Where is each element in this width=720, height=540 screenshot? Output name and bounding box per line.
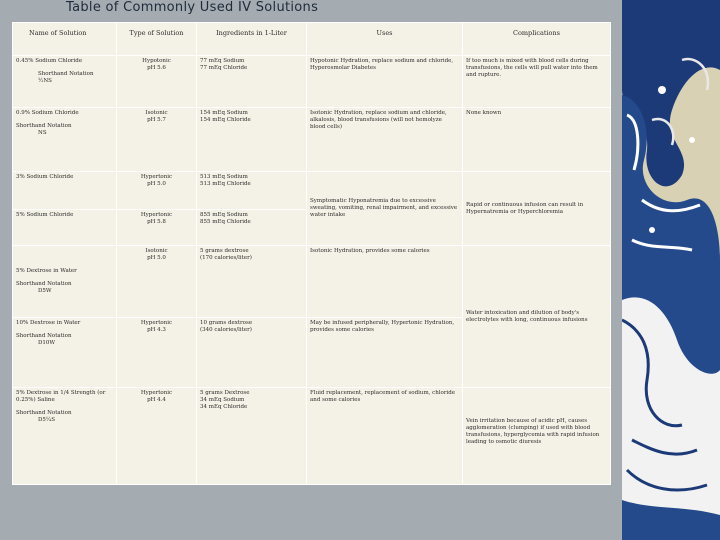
solution-type: Hypertonic: [140, 390, 173, 396]
ingredient: 5 grams dextrose: [200, 248, 249, 254]
cell-type: [117, 246, 197, 318]
table-header-row: [13, 23, 611, 56]
cell-complications: [463, 172, 611, 246]
cell-ingredients: [197, 56, 307, 108]
cell-type: [117, 56, 197, 108]
ingredient: 34 mEq Chloride: [200, 403, 248, 410]
cell-ingredients: [197, 246, 307, 318]
ingredient: 77 mEq Sodium: [200, 58, 245, 64]
cell-ingredients: [197, 318, 307, 388]
ingredient: (170 calories/liter): [200, 254, 252, 261]
cell-type: [117, 172, 197, 210]
solution-name: 0.9% Sodium Chloride: [16, 110, 79, 116]
ingredient: 77 mEq Chloride: [200, 64, 248, 71]
cell-type: [117, 388, 197, 485]
shorthand-notation: D5W: [38, 287, 52, 294]
solution-ph: pH 4.3: [147, 326, 166, 333]
ingredient: 5 grams Dextrose: [200, 390, 250, 396]
solution-ph: pH 5.7: [147, 116, 166, 123]
shorthand-notation: NS: [38, 129, 47, 136]
shorthand-label: Shorthand Notation: [38, 70, 94, 77]
solution-type: Hypertonic: [140, 320, 173, 326]
solution-name: 5% Dextrose in 1/4 Strength (or 0.25%) Saline: [16, 390, 106, 403]
complications-text: Rapid or continuous infusion can result in Hypernatremia or Hyperchloremia: [466, 201, 584, 215]
solution-ph: pH 5.0: [147, 180, 166, 187]
cell-type: [117, 210, 197, 246]
header-complications: Complications: [463, 23, 611, 56]
solution-ph: pH 4.4: [147, 396, 166, 403]
header-ingredients: Ingredients in 1-Liter: [197, 23, 307, 56]
cell-complications: If too much is mixed with blood cells during transfusions, the cells will pull water into them and rupture.: [463, 56, 611, 108]
shorthand-label: Shorthand Notation: [16, 409, 72, 416]
solution-name: 10% Dextrose in Water: [16, 320, 81, 326]
shorthand-notation: D5¼S: [38, 416, 56, 423]
cell-name: 3% Sodium Chloride: [13, 172, 117, 210]
cell-name: 5% Sodium Chloride: [13, 210, 117, 246]
shorthand-notation: D10W: [38, 339, 56, 346]
iv-solutions-table: [12, 22, 610, 485]
cell-uses: [307, 172, 463, 246]
cell-complications: [463, 246, 611, 388]
solution-name: 5% Dextrose in Water: [16, 268, 77, 275]
cell-uses: Isotonic Hydration, provides some calories: [307, 246, 463, 318]
cell-type: [117, 318, 197, 388]
cell-uses: Hypotonic Hydration, replace sodium and chloride, Hyperosmolar Diabetes: [307, 56, 463, 108]
shorthand-notation: ½NS: [38, 77, 52, 84]
solution-type: Hypotonic: [142, 58, 171, 64]
cell-uses: Fluid replacement, replacement of sodium, chloride and some calories: [307, 388, 463, 485]
complications-text: Vein irritation because of acidic pH, causes agglomeration (clumping) if used with blood transfusions, hyperglycemia with rapid infusion leading to osmotic diuresis: [466, 418, 600, 445]
header-uses: Uses: [307, 23, 463, 56]
ingredient: 855 mEq Sodium: [200, 212, 248, 218]
solution-ph: pH 5.8: [147, 218, 166, 225]
cell-name: [13, 318, 117, 388]
cell-ingredients: [197, 210, 307, 246]
table-row: [13, 172, 611, 210]
table-row: [13, 246, 611, 318]
solution-type: Isotonic: [145, 110, 168, 116]
table-row: [13, 388, 611, 485]
shorthand-label: Shorthand Notation: [16, 122, 72, 129]
ingredient: 10 grams dextrose: [200, 320, 253, 326]
cell-ingredients: [197, 388, 307, 485]
ingredient: 34 mEq Sodium: [200, 396, 245, 403]
cell-ingredients: [197, 108, 307, 172]
cell-name: [13, 108, 117, 172]
cell-type: [117, 108, 197, 172]
complications-text: Water intoxication and dilution of body's electrolytes with long, continuous infusions: [466, 309, 588, 323]
ingredient: (340 calories/liter): [200, 326, 252, 333]
wave-artwork: [622, 0, 720, 540]
ingredient: 154 mEq Sodium: [200, 110, 248, 116]
page-title: Table of Commonly Used IV Solutions: [66, 0, 319, 15]
shorthand-label: Shorthand Notation: [16, 332, 72, 339]
cell-complications: None known: [463, 108, 611, 172]
shorthand-label: Shorthand Notation: [16, 281, 72, 288]
table-row: [13, 56, 611, 108]
cell-uses: Isotonic Hydration, replace sodium and chloride, alkalosis, blood transfusions (will not hemolyze blood cells): [307, 108, 463, 172]
cell-uses: May be infused peripherally, Hypertonic Hydration, provides some calories: [307, 318, 463, 388]
cell-name: [13, 388, 117, 485]
uses-text: Symptomatic Hyponatremia due to excessive sweating, vomiting, renal impairment, and excessive water intake: [310, 198, 458, 218]
header-name: Name of Solution: [13, 23, 117, 56]
solution-type: Isotonic: [145, 248, 168, 254]
cell-name: [13, 246, 117, 318]
solution-name: 0.45% Sodium Chloride: [16, 58, 83, 64]
ingredient: 154 mEq Chloride: [200, 116, 251, 123]
header-type: Type of Solution: [117, 23, 197, 56]
solution-type: Hypertonic: [140, 212, 173, 218]
solution-ph: pH 5.0: [147, 254, 166, 261]
ingredient: 513 mEq Sodium: [200, 174, 248, 180]
ingredient: 855 mEq Chloride: [200, 218, 251, 225]
cell-ingredients: [197, 172, 307, 210]
solution-type: Hypertonic: [140, 174, 173, 180]
cell-complications: [463, 388, 611, 485]
table-row: [13, 108, 611, 172]
ingredient: 513 mEq Chloride: [200, 180, 251, 187]
cell-name: [13, 56, 117, 108]
solution-ph: pH 5.6: [147, 64, 166, 71]
